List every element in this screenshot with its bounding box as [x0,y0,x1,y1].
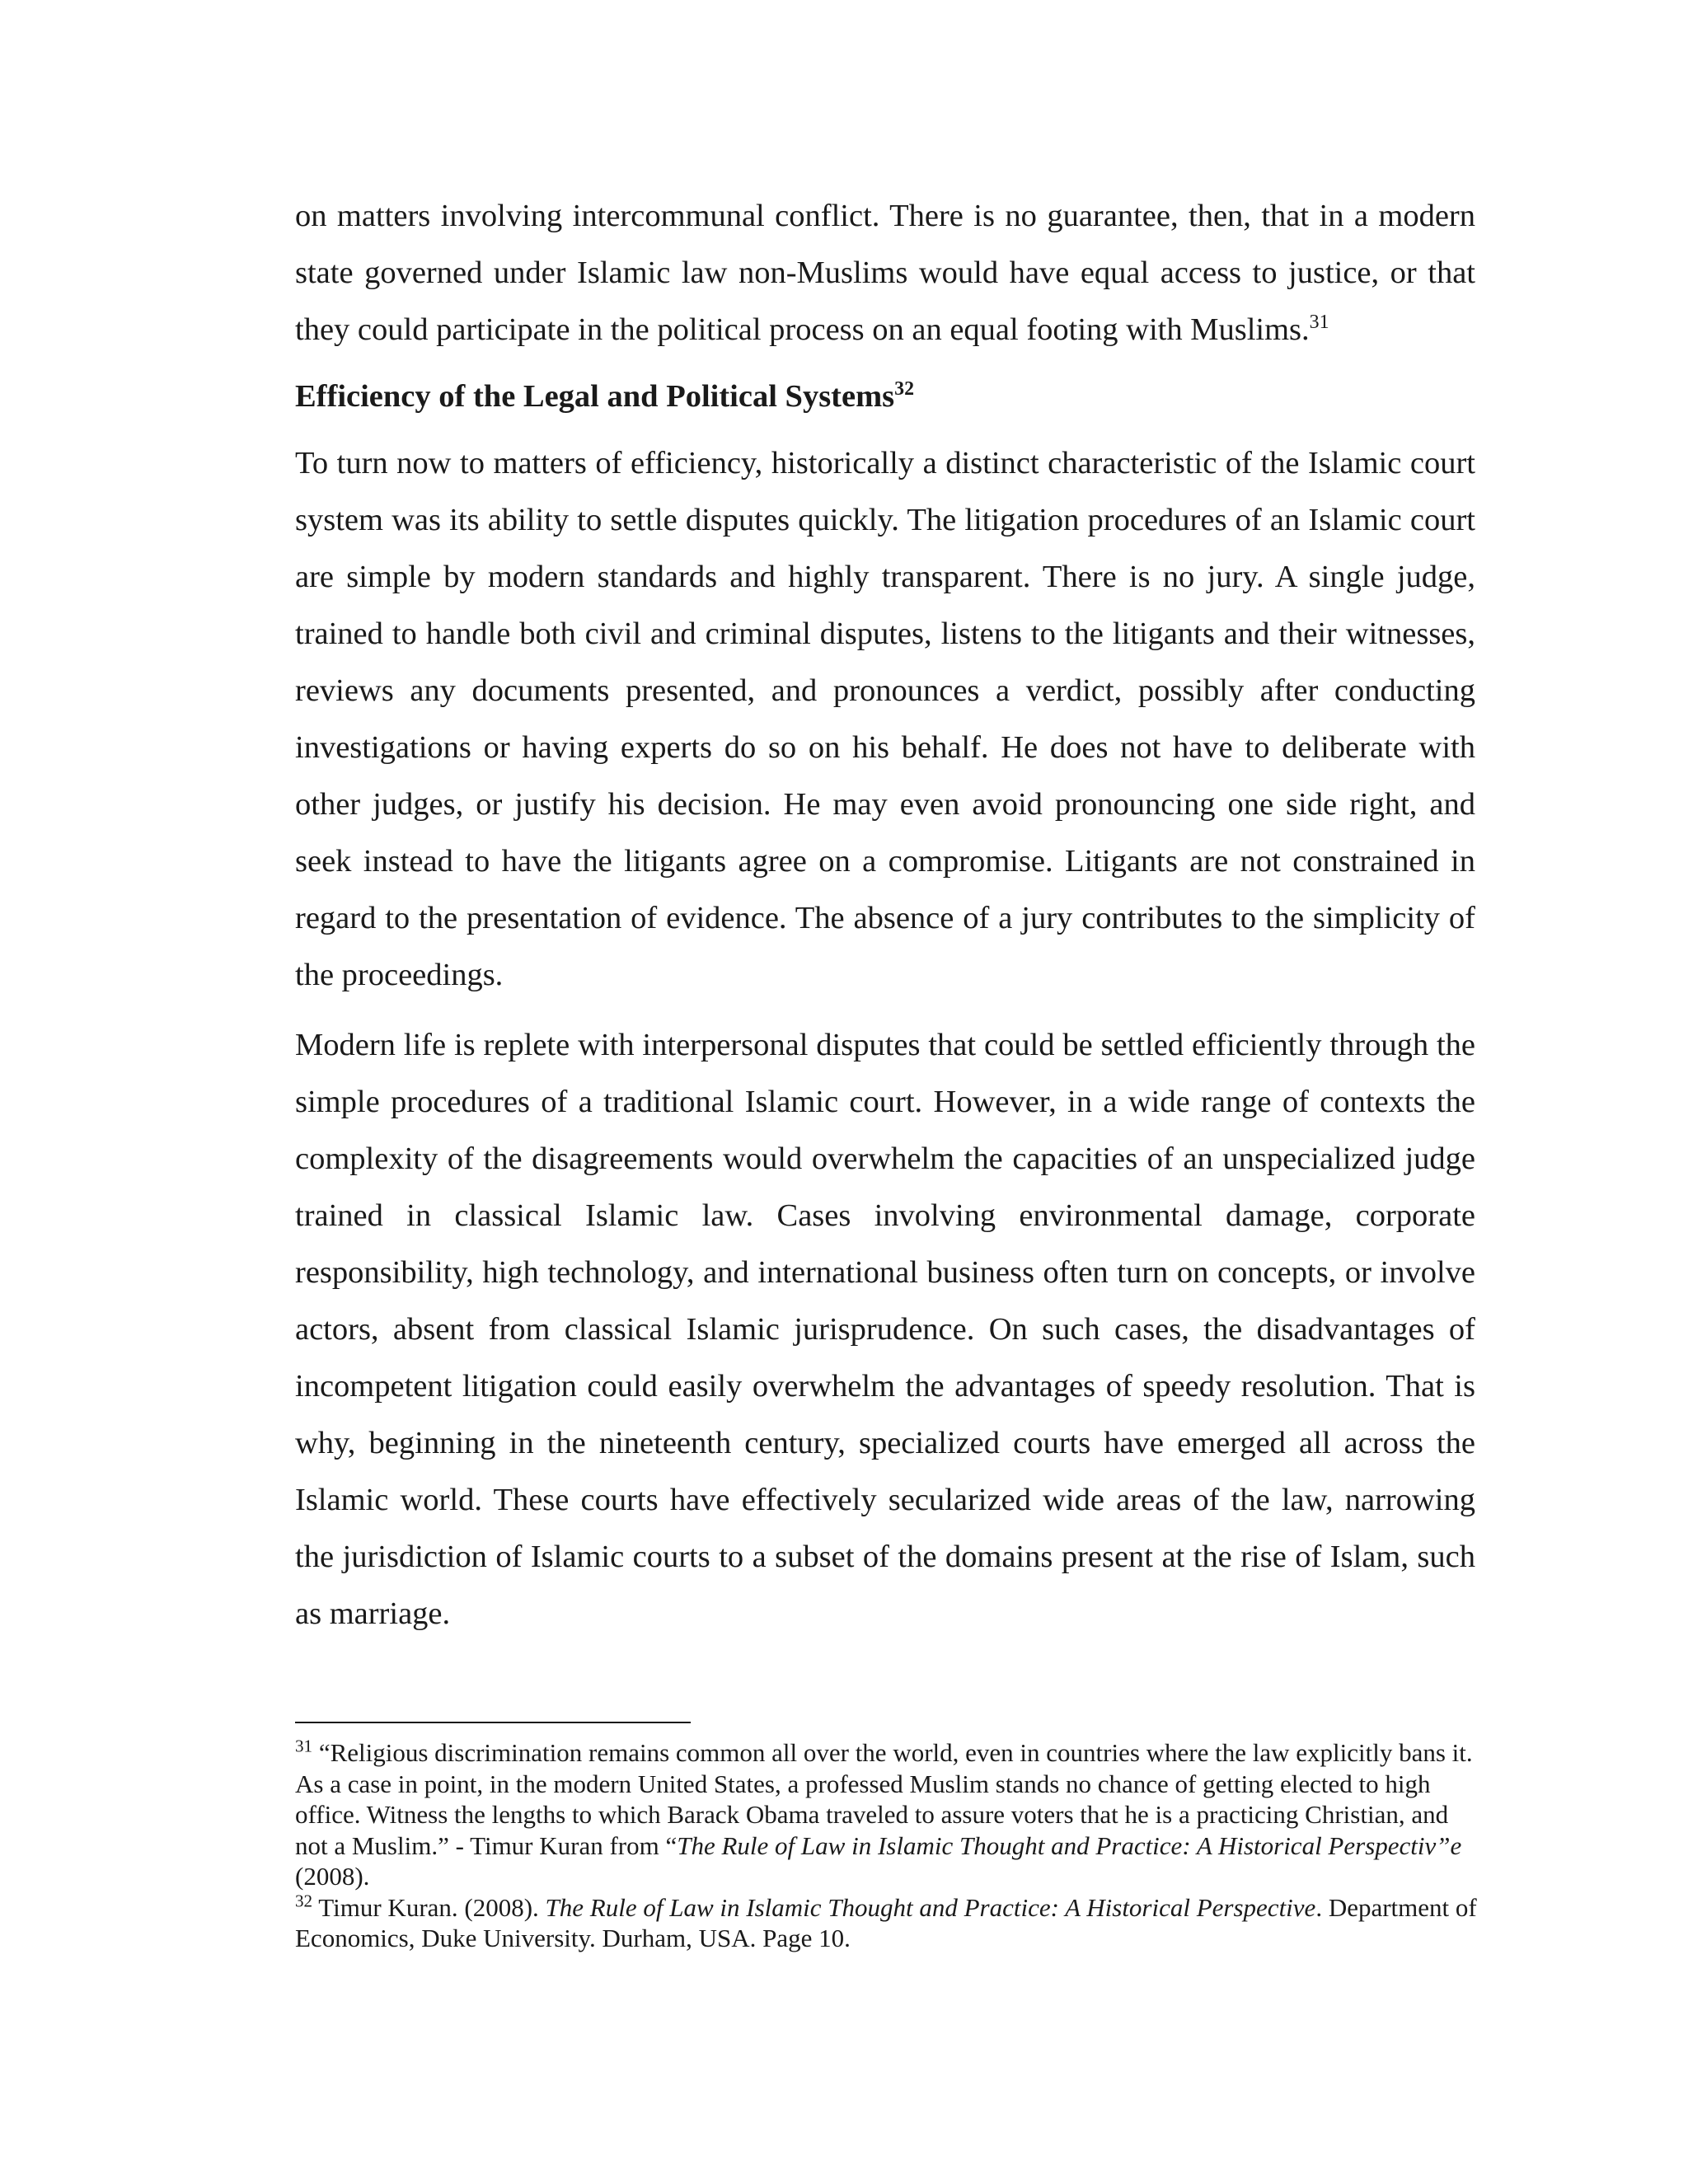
paragraph-text: on matters involving intercommunal conflict. There is no guarantee, then, that in a modern state governed under Islamic law non-Muslims would have equal access to justice, or that they could participate in the political process on an equal footing with Muslims. [295,199,1475,347]
footnote-reference-31[interactable]: 31 [1309,312,1329,334]
main-text [295,188,1475,1643]
footnote-title: The Rule of Law in Islamic Thought and Practice: A Historical Perspective [545,1892,1316,1922]
section-heading [295,368,1475,425]
paragraph: Modern life is replete with interpersonal disputes that could be settled efficiently through the simple procedures of a traditional Islamic court. However, in a wide range of contexts the complexity of the disagreements would overwhelm the capacities of an unspecialized judge trained in classical Islamic law. Cases involving environmental damage, corporate responsibility, high technology, and international business often turn on concepts, or involve actors, absent from classical Islamic jurisprudence. On such cases, the disadvantages of incompetent litigation could easily overwhelm the advantages of speedy resolution. That is why, beginning in the nineteenth century, specialized courts have emerged all across the Islamic world. These courts have effectively secularized wide areas of the law, narrowing the jurisdiction of Islamic courts to a subset of the domains present at the rise of Islam, such as marriage. [295,1028,1475,1631]
footnotes [295,1737,1482,1954]
footnote-32 [295,1892,1482,1954]
paragraph: To turn now to matters of efficiency, historically a distinct characteristic of the Islamic court system was its ability to settle disputes quickly. The litigation procedures of an Islamic court are simple by modern standards and highly transparent. There is no jury. A single judge, trained to handle both civil and criminal disputes, listens to the litigants and their witnesses, reviews any documents presented, and pronounces a verdict, possibly after conducting investigations or having experts do so on his behalf. He does not have to deliberate with other judges, or justify his decision. He may even avoid pronouncing one side right, and seek instead to have the litigants agree on a compromise. Litigants are not constrained in regard to the presentation of evidence. The absence of a jury contributes to the simplicity of the proceedings. [295,446,1475,992]
section-heading-text: Efficiency of the Legal and Political Systems [295,379,895,414]
paragraph [295,188,1475,359]
footnote-number: 32 [295,1891,313,1911]
footnote-tail: . Department of Economics, Duke University. Durham, USA. Page 10. [295,1892,1477,1952]
footnote-number: 31 [295,1736,313,1756]
footnote-title: The Rule of Law in Islamic Thought and Practice: A Historical Perspectiv”e [677,1830,1462,1860]
footnote-reference-32[interactable]: 32 [894,378,914,401]
footnote-tail: (2008). [295,1862,370,1891]
footnote-separator [295,1722,691,1723]
footnote-text: “Religious discrimination remains common all over the world, even in countries where the law explicitly bans it. As a case in point, in the modern United States, a professed Muslim stands no chance of getting elected to high office. Witness the lengths to which Barack Obama traveled to assure voters that he is a practicing Christian, and not a Muslim.” - Timur Kuran from “ [295,1738,1473,1860]
footnote-text: Timur Kuran. (2008). [318,1892,546,1922]
footnote-31 [295,1737,1482,1892]
